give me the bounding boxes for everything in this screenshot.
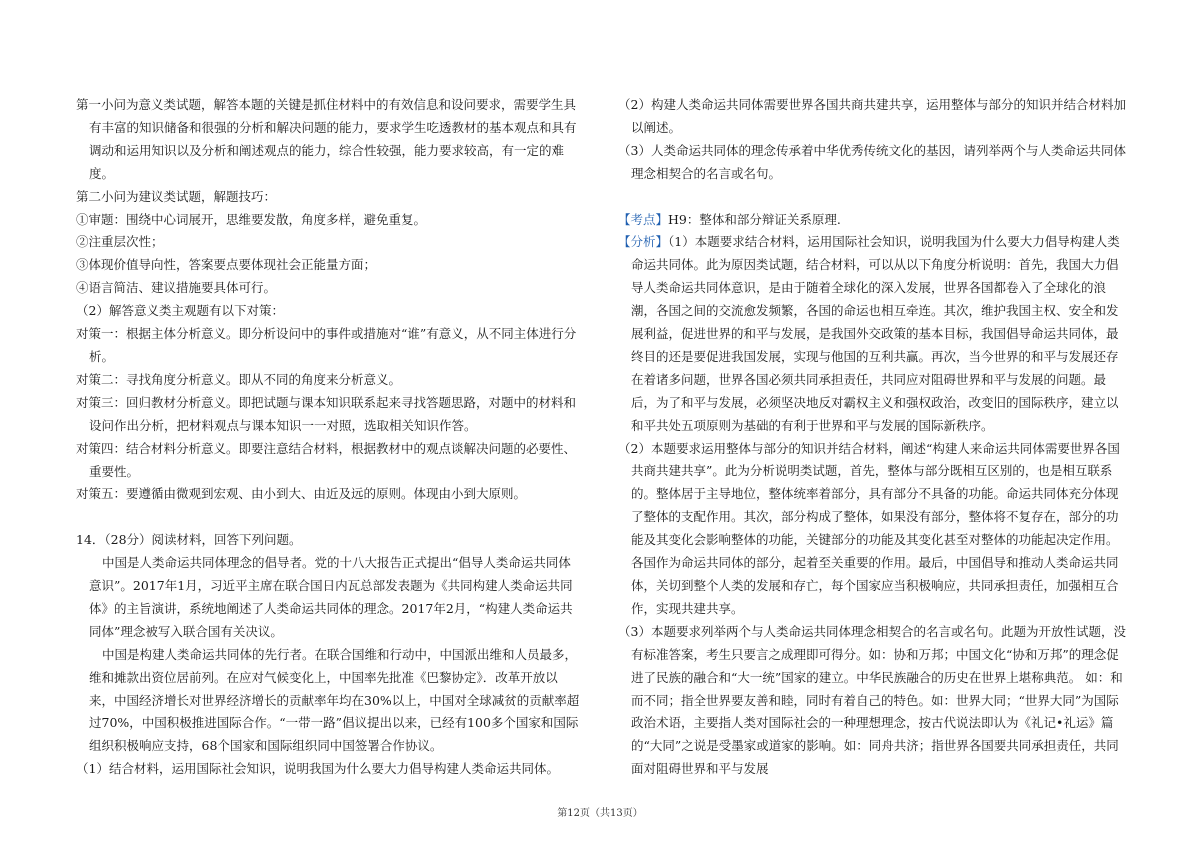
strategy-item: 对策三：回归教材分析意义。即把试题与课本知识联系起来寻找答题思路，对题中的材料和设问作出分析，把材料观点与课本知识一一对照，选取相关知识作答。 xyxy=(76,394,577,433)
fenxi-label: 【分析】 xyxy=(618,234,669,250)
tip-item: ①审题：围绕中心词展开，思维要发散，角度多样，避免重复。 xyxy=(76,211,427,227)
kaodian-section xyxy=(618,209,1128,232)
answer-paragraph: 第二小问为建议类试题，解题技巧： xyxy=(76,188,277,204)
page-footer: 第12页（共13页） xyxy=(557,808,643,819)
tip-item: ②注重层次性； xyxy=(76,234,164,250)
left-column xyxy=(76,94,582,781)
tip-item: ③体现价值导向性，答案要点要体现社会正能量方面； xyxy=(76,257,377,273)
sub-question: （1）结合材料，运用国际社会知识，说明我国为什么要大力倡导构建人类命运共同体。 xyxy=(76,761,559,777)
strategy-item: 对策二：寻找角度分析意义。即从不同的角度来分析意义。 xyxy=(76,371,402,387)
question-heading: 14．（28分）阅读材料，回答下列问题。 xyxy=(76,532,302,548)
kaodian-label: 【考点】 xyxy=(618,211,669,227)
analysis-paragraph: （2）本题要求运用整体与部分的知识并结合材料，阐述“构建人来命运共同体需要世界各国共商共建共享”。此为分析说明类试题，首先，整体与部分既相互区别的，也是相互联系的。整体居于主导地位，整体统率着部分，具有部分不具备的功能。命运共同体充分体现了整体的支配作用。其次，部分构成了整体，如果没有部分，整体将不复存在，部分的功能及其变化会影响整体的功能，关键部分的功能及其变化甚至对整体的功能起决定作用。各国作为命运共同体的部分，起着至关重要的作用。最后，中国倡导和推动人类命运共同体，关切到整个人类的发展和存亡，每个国家应当积极响应，共同承担责任，加强相互合作，实现共建共享。 xyxy=(618,440,1120,616)
material-paragraph: 中国是构建人类命运共同体的先行者。在联合国维和行动中，中国派出维和人员最多，维和摊款出资位居前列。在应对气候变化上，中国率先批准《巴黎协定》．改革开放以来，中国经济增长对世界经济增长的贡献率年均在30%以上，中国对全球减贫的贡献率超过70%，中国积极推进国际合作。“一带一路”倡议提出以来，已经有100多个国家和国际组织积极响应支持，68个国家和国际组织同中国签署合作协议。 xyxy=(89,646,580,754)
right-column xyxy=(618,94,1128,781)
fenxi-text: （1）本题要求结合材料，运用国际社会知识，说明我国为什么要大力倡导构建人类命运共同体。此为原因类试题，结合材料，可以从以下角度分析说明：首先，我国大力倡导人类命运共同体意识，是由于随着全球化的深入发展，世界各国都卷入了全球化的浪潮，各国之间的交流愈发频繁，各国的命运也相互牵连。其次，维护我国主权、安全和发展利益，促进世界的和平与发展，是我国外交政策的基本目标，我国倡导命运共同体，最终目的还是要促进我国发展，实现与他国的互利共赢。再次，当今世界的和平与发展还存在着诸多问题，世界各国必须共同承担责任，共同应对阻碍世界和平与发展的问题。最后，为了和平与发展，必须坚决地反对霸权主义和强权政治，改变旧的国际秩序，建立以和平共处五项原则为基础的有利于世界和平与发展的国际新秩序。 xyxy=(631,234,1120,433)
strategy-item: 对策四：结合材料分析意义。即要注意结合材料，根据教材中的观点谈解决问题的必要性、重要性。 xyxy=(76,440,577,479)
strategy-item: 对策五：要遵循由微观到宏观、由小到大、由近及远的原则。体现由小到大原则。 xyxy=(76,486,527,502)
spacer xyxy=(618,186,1128,209)
analysis-paragraph: （3）本题要求列举两个与人类命运共同体理念相契合的名言或名句。此题为开放性试题，没有标准答案，考生只要言之成理即可得分。如：协和万邦；中国文化“协和万邦”的理念促进了民族的融合和“大一统”国家的建立。中华民族融合的历史在世界上堪称典范。 如：和而不同；指全世界要友善和睦，同时有着自己的特色。如：世界大同；“世界大同”为国际政治术语，主要指人类对国际社会的一种理想理念，按古代说法即认为《礼记•礼运》篇的“大同”之说是受墨家或道家的影响。如：同舟共济；指世界各国要共同承担责任，共同面对阻碍世界和平与发展 xyxy=(618,623,1126,777)
answer-paragraph: （2）解答意义类主观题有以下对策： xyxy=(76,303,284,319)
answer-paragraph: 第一小问为意义类试题，解答本题的关键是抓住材料中的有效信息和设问要求，需要学生具有丰富的知识储备和很强的分析和解决问题的能力，要求学生吃透教材的基本观点和具有调动和运用知识以及分析和阐述观点的能力，综合性较强，能力要求较高，有一定的难度。 xyxy=(76,97,577,181)
strategy-item: 对策一：根据主体分析意义。即分析设问中的事件或措施对“谁”有意义，从不同主体进行分析。 xyxy=(76,326,577,364)
material-paragraph: 中国是人类命运共同体理念的倡导者。党的十八大报告正式提出“倡导人类命运共同体意识”。2017年1月，习近平主席在联合国日内瓦总部发表题为《共同构建人类命运共同体》的主旨演讲，系统地阐述了人类命运共同体的理念。2017年2月，“构建人类命运共同体”理念被写入联合国有关决议。 xyxy=(89,555,573,639)
kaodian-text: H9：整体和部分辩证关系原理. xyxy=(668,211,841,227)
tip-item: ④语言简洁、建议措施要具体可行。 xyxy=(76,280,277,296)
fenxi-section xyxy=(618,231,1128,437)
sub-question: （2）构建人类命运共同体需要世界各国共商共建共享，运用整体与部分的知识并结合材料加以阐述。 xyxy=(618,97,1126,135)
sub-question: （3）人类命运共同体的理念传承着中华优秀传统文化的基因，请列举两个与人类命运共同体理念相契合的名言或名句。 xyxy=(618,142,1126,181)
spacer xyxy=(76,506,582,529)
